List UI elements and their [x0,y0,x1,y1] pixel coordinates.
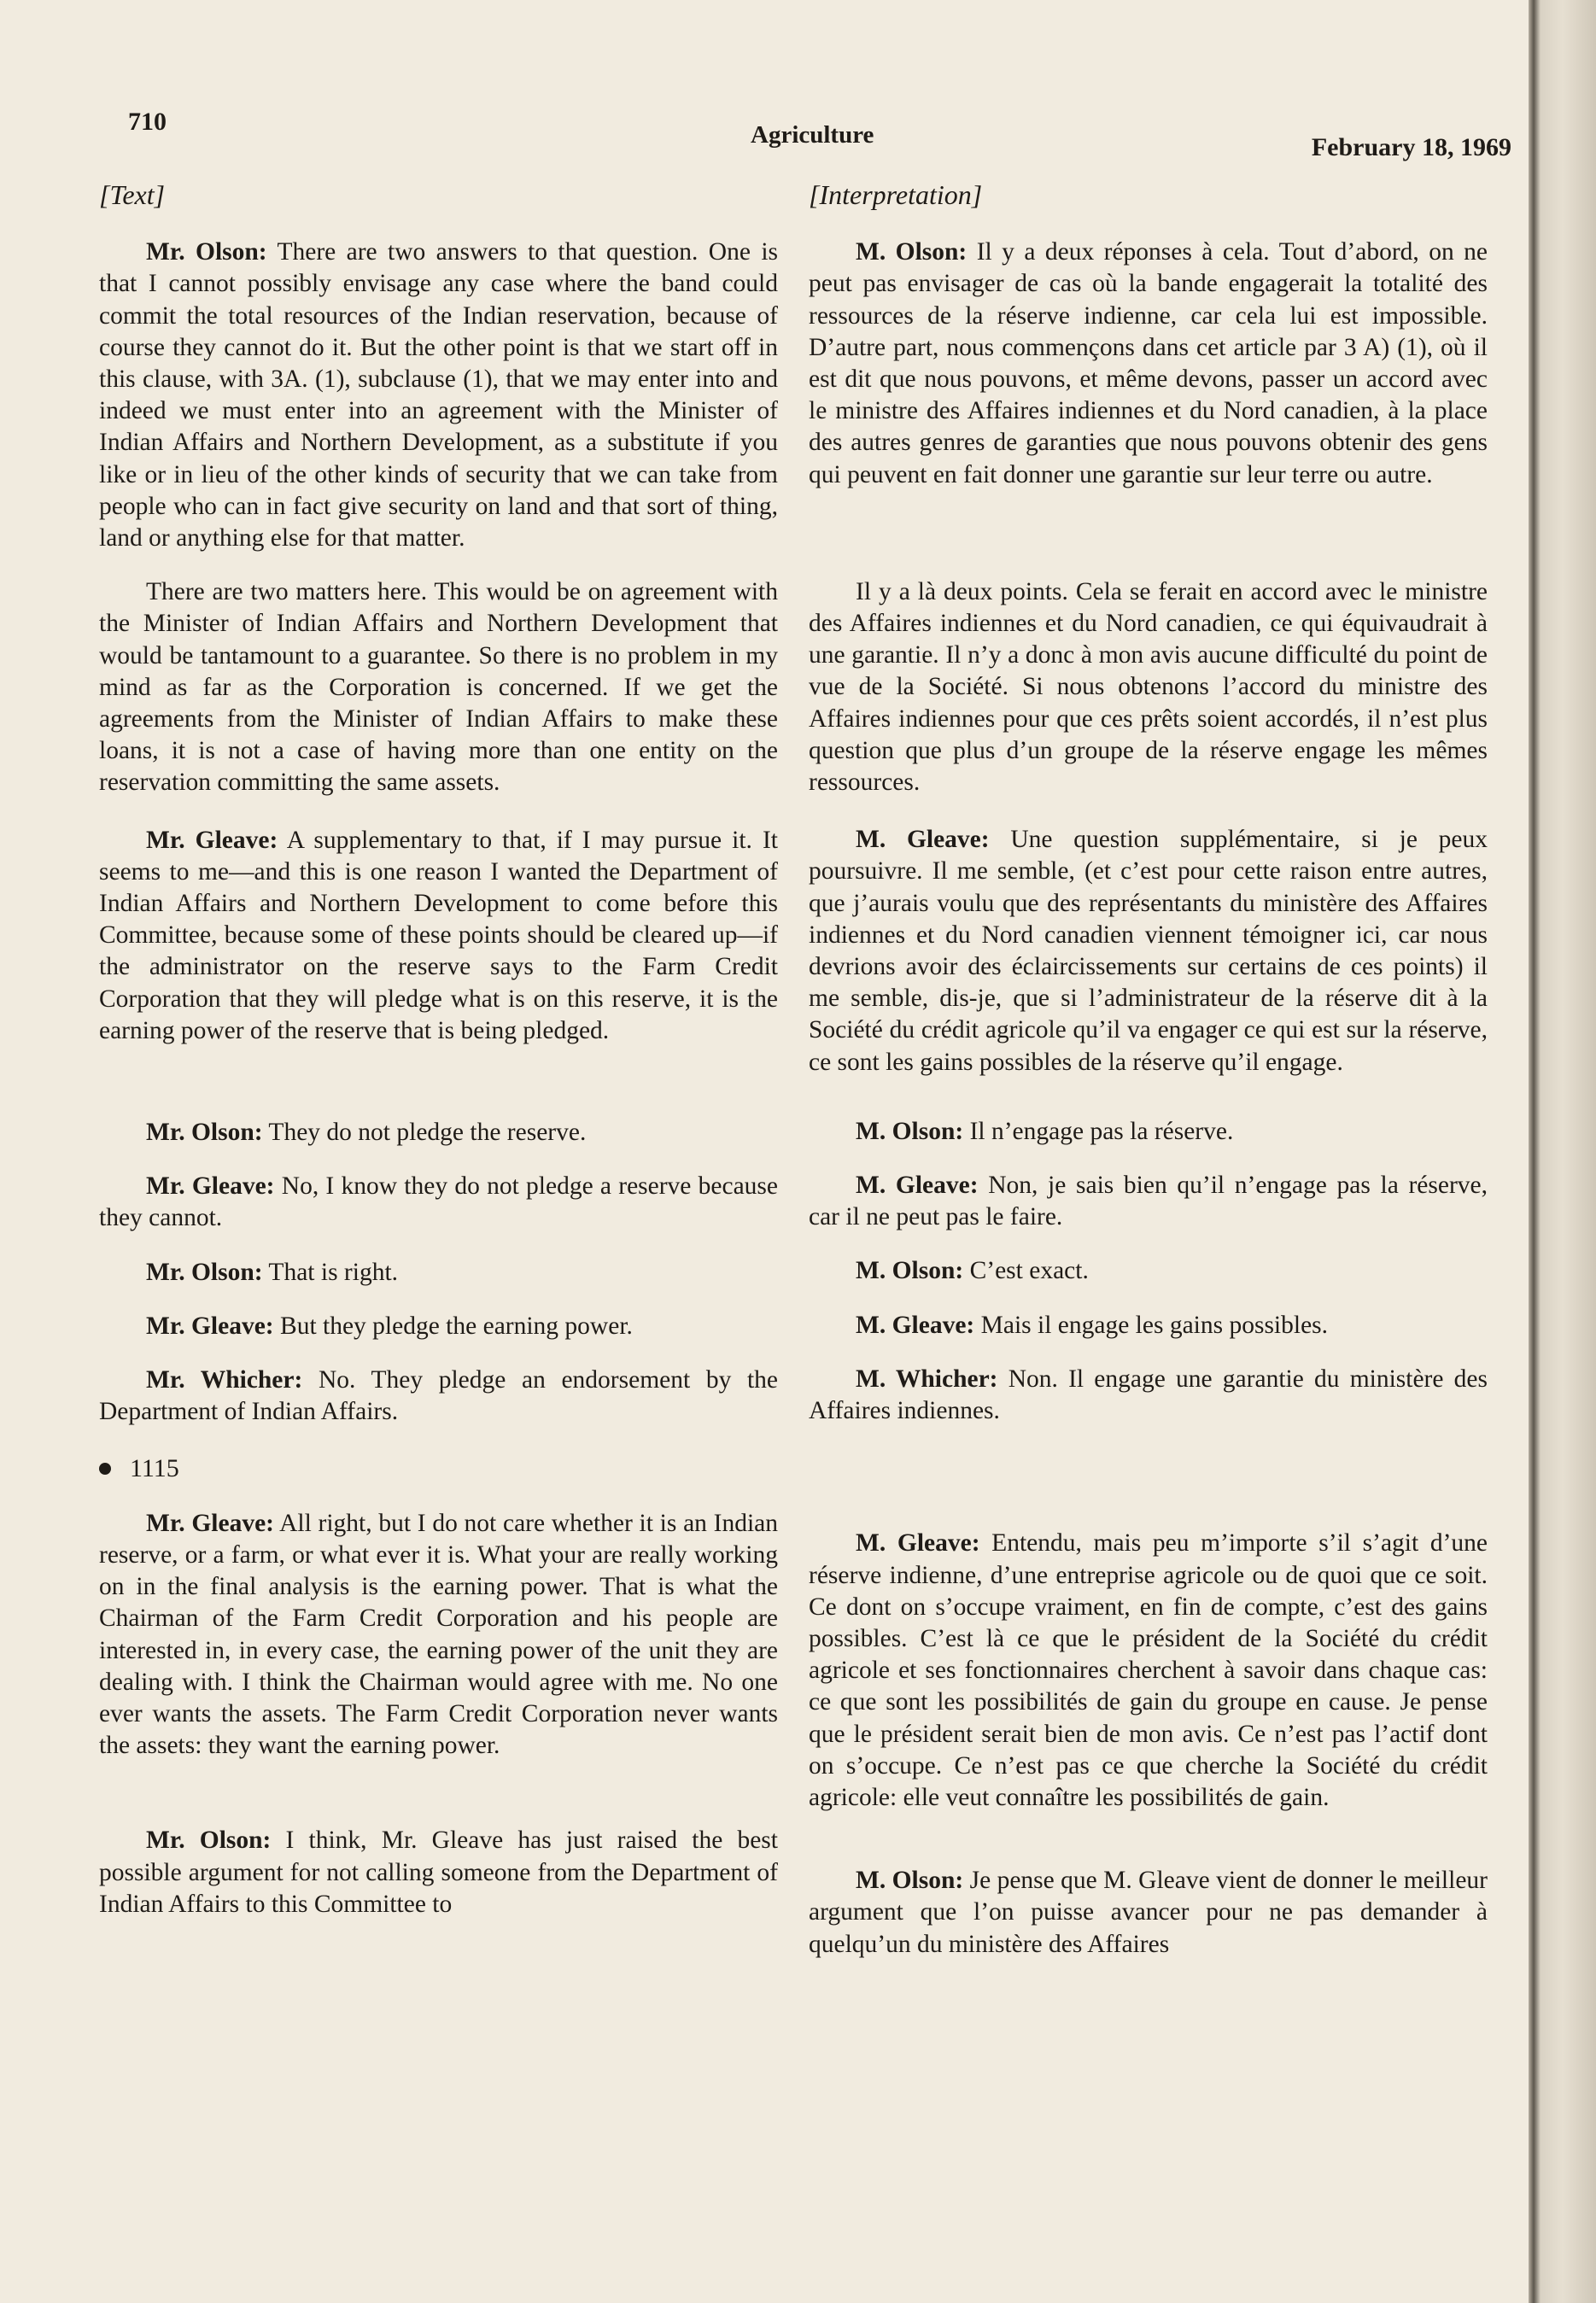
paragraph [809,1364,1488,1427]
paragraph [99,1171,778,1234]
english-column [99,179,778,2254]
paragraph-text: A supplementary to that, if I may pursue it. It seems to me—and this is one reason I wanted the Department of Indian Affairs and Northern Development to come before this Committee, because some of these points should be cleared up—if the administrator on the reserve says to the Farm Credit Corporation that they will pledge what is on this reserve, it is the earning power of the reserve that is being pledged. [99,826,778,1044]
paragraph [99,576,778,798]
speaker-name: M. Gleave: [856,1529,980,1558]
paragraph-text: They do not pledge the reserve. [262,1119,587,1147]
paragraph [809,1170,1488,1233]
speaker-name: M. Olson: [856,1867,964,1895]
paragraph-text: But they pledge the earning power. [273,1312,633,1340]
paragraph [99,1311,778,1342]
paragraph [99,1257,778,1289]
paragraph-text: Une question supplémentaire, si je peux poursuivre. Il me semble, (et c’est pour cette raison entre autres, que j’aurais voulu que des représentants du ministère des Affaires indiennes et du Nord canadien viennent témoigner ici, car nous devrions avoir des éclaircissements sur certains de ces points) il me semble, dis-je, que si l’administrateur de la réserve dit à la Société du crédit agricole qu’il va engager ce qui est sur la réserve, ce sont les gains possibles de la réserve qu’il engage. [809,826,1488,1076]
column-title-text: [Text] [99,179,166,210]
speaker-name: Mr. Olson: [146,238,267,266]
paragraph [809,1116,1488,1148]
page-date: February 18, 1969 [1311,133,1511,161]
paragraph [99,1508,778,1762]
paragraph [809,1865,1488,1961]
paragraph-text: Mais il engage les gains possibles. [974,1311,1329,1339]
speaker-name: Mr. Olson: [146,1119,263,1147]
paragraph [99,1117,778,1149]
time-marker [99,1453,778,1484]
speaker-name: M. Gleave: [856,1172,979,1200]
speaker-name: Mr. Gleave: [146,1312,274,1340]
paragraph [809,1528,1488,1814]
paragraph [99,237,778,554]
paragraph-text: Il y a là deux points. Cela se ferait en accord avec le ministre des Affaires indiennes et du Nord canadien, ce qui équivaudrait à une garantie. Il n’y a donc à mon avis aucune difficulté du point de vue de la Société. Si nous obtenons l’accord du ministre des Affaires indiennes pour que ces prêts soient accordés, il n’est plus question que plus d’un groupe de la réserve engage les mêmes ressources. [809,577,1488,797]
binding-gutter [1529,0,1596,2303]
bullet-icon [99,1463,111,1475]
paragraph-text: No, I know they do not pledge a reserve because they cannot. [99,1172,779,1232]
paragraph [809,824,1488,1078]
speaker-name: Mr. Gleave: [146,1172,275,1201]
speaker-name: M. Olson: [856,1257,964,1285]
column-title-text: [Interpretation] [809,179,983,210]
speaker-name: M. Whicher: [856,1365,998,1393]
paragraph [809,1310,1488,1341]
paragraph-text: I think, Mr. Gleave has just raised the best possible argument for not calling someone from the Department of Indian Affairs to this Committee to [99,1827,778,1918]
speaker-name: Mr. Olson: [146,1827,272,1855]
speaker-name: Mr. Whicher: [146,1366,303,1394]
speaker-name: M. Olson: [856,238,968,266]
paragraph-text: Entendu, mais peu m’importe s’il s’agit d’une réserve indienne, d’une entreprise agricole ou de quoi que ce soit. Ce dont on s’occupe vraiment, en fin de compte, c’est des gains possibles. C’est là ce que le président de la Société du crédit agricole et ses fonctionnaires cherchent à savoir dans chaque cas: ce que sont les possibilités de gain du groupe en cause. Je pense que le président serait bien de mon avis. Ce n’est pas l’actif dont on s’occupe. Ce n’est pas ce que cherche la Société du crédit agricole: elle veut connaître les possibilités de gain. [809,1529,1488,1811]
page-header [128,108,1511,167]
paragraph-text: Il n’engage pas la réserve. [963,1117,1234,1145]
french-column [809,179,1488,2254]
paragraph [99,1825,778,1920]
paragraph [809,237,1488,491]
paragraph-text: C’est exact. [963,1257,1089,1285]
section-title: Agriculture [751,121,874,149]
speaker-name: M. Olson: [856,1117,964,1145]
paragraph-text: There are two answers to that question. One is that I cannot possibly envisage any case where the band could commit the total resources of the Indian reservation, because of course they cannot do it. But the other point is that we start off in this clause, with 3A. (1), subclause (1), that we may enter into and indeed we must enter into an agreement with the Minister of Indian Affairs and Northern Development, as a substitute if you like or in lieu of the other kinds of security that we can take from people who can in fact give security on land and that sort of thing, land or anything else for that matter. [99,238,778,552]
speaker-name: M. Gleave: [856,1311,975,1339]
paragraph [809,1255,1488,1287]
speaker-name: Mr. Gleave: [146,826,278,854]
paragraph-text: All right, but I do not care whether it is an Indian reserve, or a farm, or what ever it is. What your are really working on in the final analysis is the earning power. That is what the Chairman of the Farm Credit Corporation and his people are interested in, in every case, the earning power of the unit they are dealing with. I think the Chairman would agree with me. No one ever wants the assets. The Farm Credit Corporation never wants the assets: they want the earning power. [99,1509,779,1760]
paragraph-text: There are two matters here. This would be on agreement with the Minister of Indian Affairs and Northern Development that would be tantamount to a guarantee. So there is no problem in my mind as far as the Corporation is concerned. If we get the agreements from the Minister of Indian Affairs to make these loans, it is not a case of having more than one entity on the reservation committing the same assets. [99,578,778,797]
paragraph [99,825,778,1047]
paragraph-text: That is right. [262,1258,399,1286]
speaker-name: Mr. Gleave: [146,1509,274,1537]
paragraph-text: No. They pledge an endorsement by the Department of Indian Affairs. [99,1366,778,1426]
speaker-name: Mr. Olson: [146,1258,263,1286]
paragraph [809,576,1488,798]
paragraph-text: Je pense que M. Gleave vient de donner le meilleur argument que l’on puisse avancer pour ne pas demander à quelqu’un du ministère des Affaires [809,1867,1488,1958]
page-number: 710 [128,108,167,136]
paragraph [99,1365,778,1428]
paragraph-text: Non. Il engage une garantie du ministère des Affaires indiennes. [809,1365,1488,1425]
time-marker-text: 1115 [130,1453,179,1482]
paragraph-text: Il y a deux réponses à cela. Tout d’abord, on ne peut pas envisager de cas où la bande engagerait la totalité des ressources de la réserve indienne, car cela lui est impossible. D’autre part, nous commençons dans cet article par 3 A) (1), où il est dit que nous pouvons, et même devons, passer un accord avec le ministre des Affaires indiennes et du Nord canadien, à la place des autres genres de garanties que nous pouvons obtenir des gens qui peuvent en fait donner une garantie sur leur terre ou autre. [809,238,1488,488]
speaker-name: M. Gleave: [856,826,990,854]
paragraph-text: Non, je sais bien qu’il n’engage pas la réserve, car il ne peut pas le faire. [809,1172,1488,1231]
